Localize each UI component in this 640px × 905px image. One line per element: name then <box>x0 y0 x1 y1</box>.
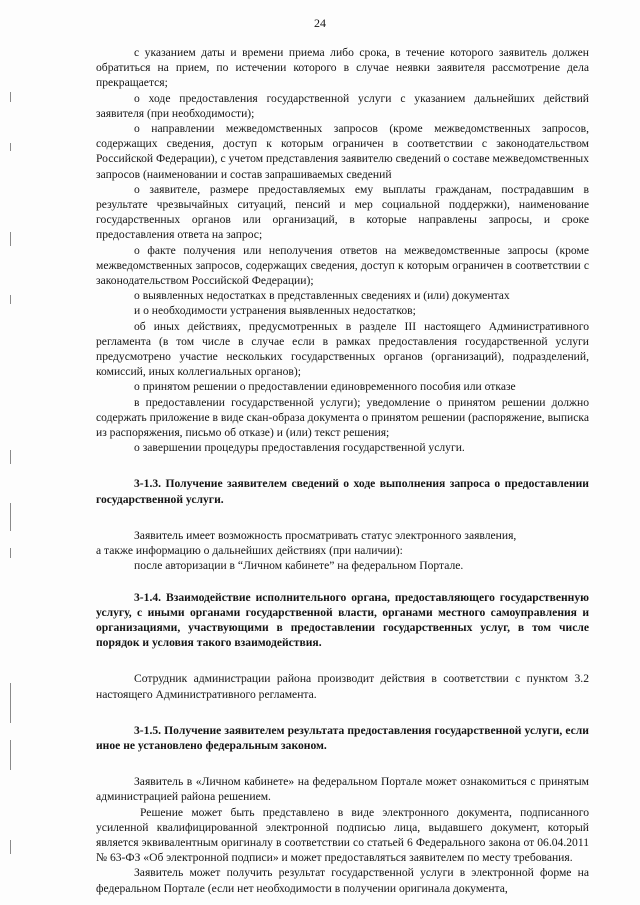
paragraph: о выявленных недостатках в представленных сведениях и (или) документах <box>134 289 510 303</box>
scan-mark <box>10 840 11 854</box>
paragraph-spacer <box>96 702 589 723</box>
scan-mark <box>10 295 11 304</box>
paragraph: о ходе предоставления государственной услуги с указанием дальнейших действий заявителя (при необходимости); <box>96 91 589 120</box>
section-heading: 3-1.5. Получение заявителем результата предоставления государственной услуги, если иное не установлено федеральным законом. <box>96 723 589 752</box>
section-heading: 3-1.4. Взаимодействие исполнительного органа, предоставляющего государственную услугу, с иными органами государственной власти, органами местного самоуправления и организациями, участвующими в предоставлении государственных услуг, в том числе порядок и условия такого взаимодействия. <box>96 590 589 650</box>
paragraph: о факте получения или неполучения ответов на межведомственные запросы (кроме межведомственных запросов, содержащих сведения, доступ к которым ограничен в соответствии с законодательством Российской Федерации); <box>96 243 589 288</box>
scan-mark <box>10 548 11 558</box>
paragraph: о заявителе, размере предоставляемых ему выплаты гражданам, пострадавшим в результате чрезвычайных ситуаций, пенсий и мер социальной поддержки), наименование государственных органов или организаций, в которые направлены запросы, и сроке предоставления ответа на запрос; <box>96 182 589 242</box>
page-number: 24 <box>314 16 326 30</box>
scan-mark <box>10 503 11 531</box>
paragraph: с указанием даты и времени приема либо срока, в течение которого заявитель должен обратиться на прием, по истечении которого в случае неявки заявителя рассмотрение дела прекращается; <box>96 46 589 90</box>
scan-mark <box>10 683 11 723</box>
paragraph: а также информацию о дальнейших действиях (при наличии): <box>96 544 403 558</box>
paragraph: о завершении процедуры предоставления государственной услуги. <box>134 441 465 455</box>
paragraph: о направлении межведомственных запросов (кроме межведомственных запросов, содержащих сведения, доступ к которым ограничен в соответствии с законодательством Российской Федерации), с учетом представления заявителю сведений о составе межведомственных запросов (наименовании и состав запрашиваемых сведений <box>96 122 590 181</box>
paragraph-spacer <box>96 753 589 774</box>
paragraph: Заявитель имеет возможность просматривать статус электронного заявления, <box>134 528 517 542</box>
scan-mark <box>10 143 11 151</box>
paragraph: Сотрудник администрации района производит действия в соответствии с пунктом 3.2 настоящего Административного регламента. <box>96 672 589 701</box>
document-body <box>96 45 589 896</box>
paragraph: о принятом решении о предоставлении единовременного пособия или отказе <box>134 380 516 394</box>
paragraph: об иных действиях, предусмотренных в разделе III настоящего Административного регламента (в том числе в случае если в рамках предоставления государственной услуги предусмотрено участие нескольких государственных органов (организаций), подразделений, комиссий, иных коллегиальных органов); <box>96 319 589 379</box>
paragraph: и о необходимости устранения выявленных недостатков; <box>134 304 416 318</box>
paragraph-spacer <box>96 650 589 671</box>
scan-mark <box>10 92 11 102</box>
paragraph: Заявитель в «Личном кабинете» на федеральном Портале может ознакомиться с принятым администрацией района решением. <box>96 775 589 804</box>
paragraph: Заявитель может получить результат государственной услуги в электронной форме на федеральном Портале (если нет необходимости в получении оригинала документа, <box>96 866 589 895</box>
paragraph: в предоставлении государственной услуги); уведомление о принятом решении должно содержать приложение в виде скан-образа документа о принятом решении (распоряжение, выписка из распоряжения, письмо об отказе) и (или) текст решения; <box>96 395 589 440</box>
scan-mark <box>10 232 11 246</box>
paragraph-spacer <box>96 507 589 528</box>
section-heading: 3-1.3. Получение заявителем сведений о ходе выполнения запроса о предоставлении государственной услуги. <box>96 477 589 506</box>
paragraph-spacer <box>96 455 589 476</box>
scan-margin-marks <box>10 0 14 905</box>
paragraph: после авторизации в “Личном кабинете” на федеральном Портале. <box>134 559 464 573</box>
paragraph-spacer <box>96 574 589 590</box>
scan-mark <box>10 450 11 464</box>
scan-mark <box>10 740 11 770</box>
paragraph: Решение может быть представлено в виде электронного документа, подписанного усиленной квалифицированной электронной подписью лица, выдавшего документ, который является эквивалентным оригиналу в соответствии со статьей 6 Федерального закона от 06.04.2011 № 63-ФЗ «Об электронной подписи» и может предоставляться заявителем по месту требования. <box>96 805 589 865</box>
